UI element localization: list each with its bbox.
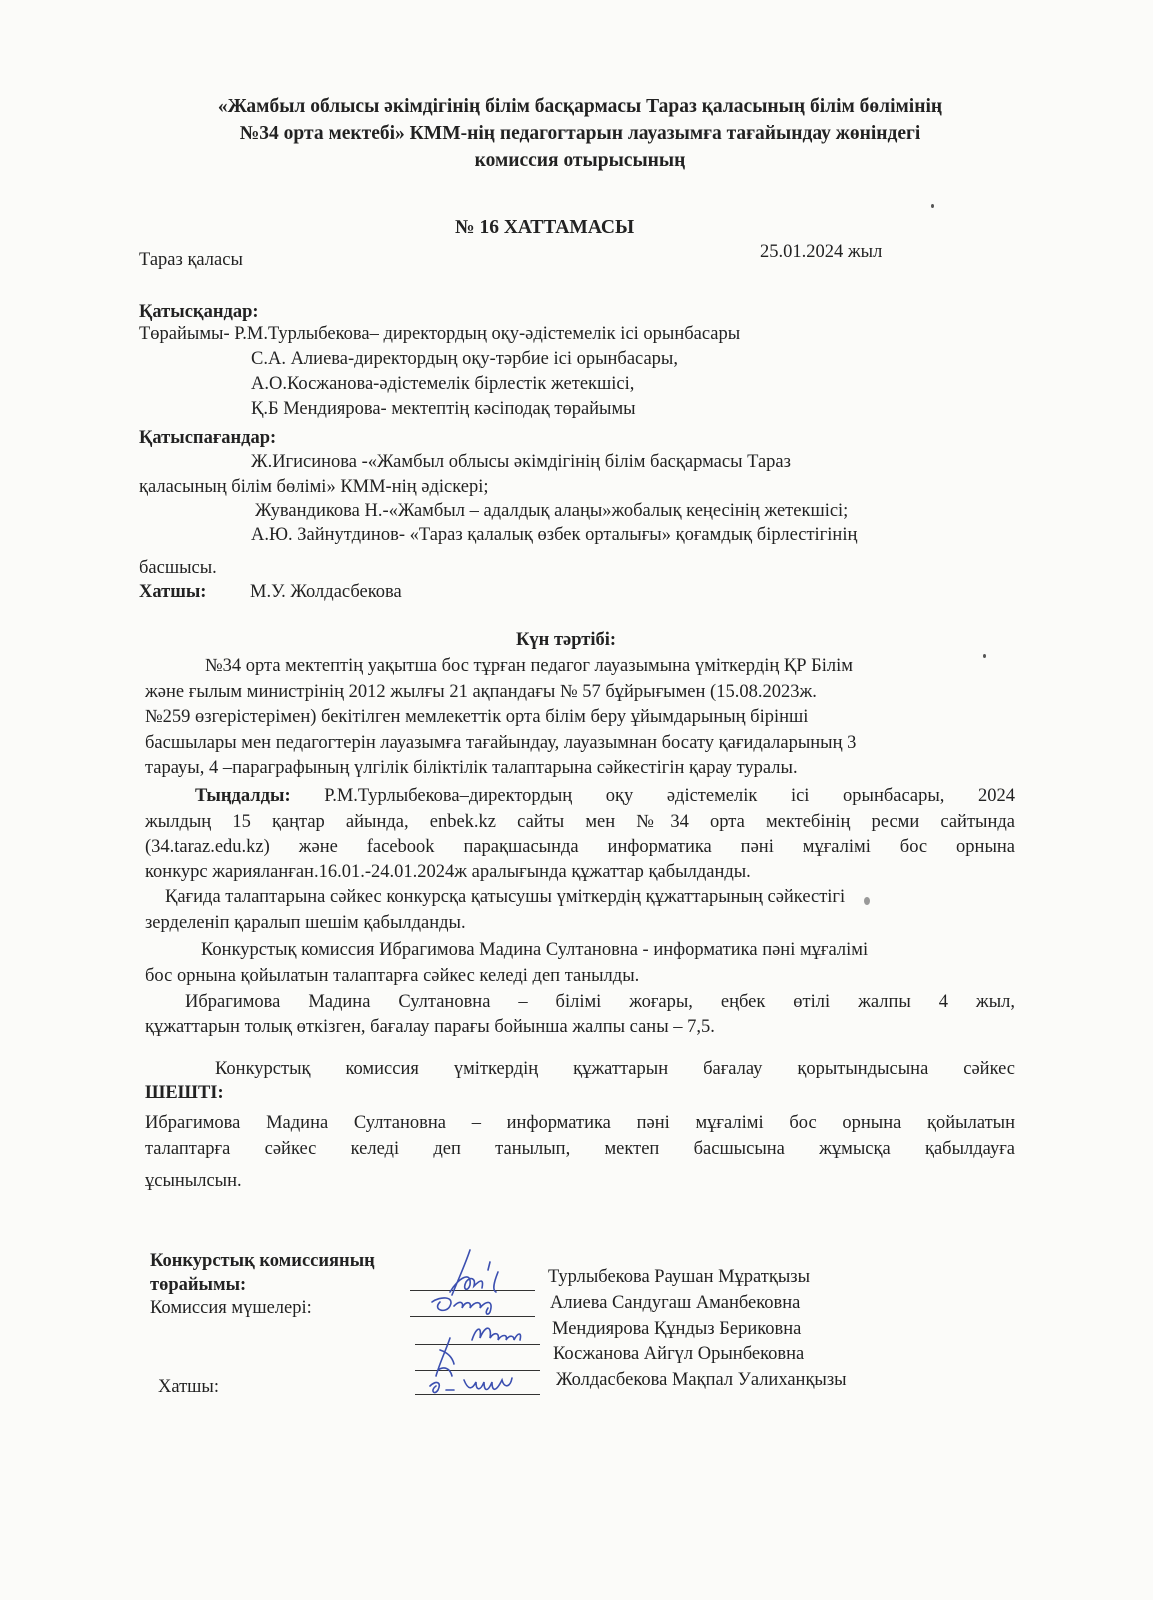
signatory-name: Алиева Сандугаш Аманбековна (550, 1293, 801, 1313)
body-p3-line: құжаттарын толық өткізген, бағалау парағы бойынша жалпы саны – 7,5. (145, 1017, 715, 1037)
heard-text: Р.М.Турлыбекова–директордың оқу әдістемелік ісі орынбасары, 2024 (324, 786, 1015, 806)
absent-line: А.Ю. Зайнутдинов- «Тараз қалалық өзбек орталығы» қоғамдық бірлестігінің (251, 525, 858, 545)
handwritten-signatures-icon (410, 1240, 560, 1410)
title-line: «Жамбыл облысы әкімдігінің білім басқармасы Тараз қаласының білім бөлімінің (217, 96, 943, 117)
agenda-title: Күн тәртібі: (516, 630, 617, 650)
absent-line: қаласының білім бөлімі» КММ-нің әдіскері; (139, 477, 489, 497)
attendee-member: С.А. Алиева-директордың оқу-тәрбие ісі орынбасары, (251, 349, 678, 369)
scan-speck (983, 654, 986, 658)
body-p2-line: бос орнына қойылатын талаптарға сәйкес келеді деп танылды. (145, 966, 640, 986)
signature-stroke-member1 (432, 1298, 491, 1314)
heard-line-first (195, 786, 1015, 807)
chair-label: Конкурстық комиссияның (150, 1251, 375, 1271)
members-label: Комиссия мүшелері: (150, 1298, 312, 1318)
attendee-member: Қ.Б Мендиярова- мектептің кәсіподақ төрайымы (251, 399, 636, 419)
decision-label: ШЕШТІ: (145, 1083, 224, 1103)
document-title (130, 93, 1030, 174)
heard-label: Тыңдалды: (195, 786, 291, 806)
body-p1-line: Қағида талаптарына сәйкес конкурсқа қатысушы үміткердің құжаттарының сәйкестігі (165, 887, 846, 907)
absent-line: Жувандикова Н.-«Жамбыл – адалдық алаңы»жобалық кеңесінің жетекшісі; (255, 501, 849, 521)
secretary-sign-label: Хатшы: (158, 1377, 219, 1397)
agenda-line: тарауы, 4 –параграфының үлгілік біліктілік талаптарына сәйкестігін қарау туралы. (145, 758, 798, 778)
agenda-line: №34 орта мектептің уақытша бос тұрған педагог лауазымына үміткердің ҚР Білім (205, 656, 853, 676)
decision-line: ұсынылсын. (145, 1171, 242, 1191)
signature-stroke-secretary (430, 1378, 512, 1393)
agenda-line: №259 өзгерістерімен) бекітілген мемлекеттік орта білім беру ұйымдарының бірінші (145, 707, 809, 727)
title-line: комиссия отырысының (474, 150, 686, 171)
secretary-name: М.У. Жолдасбекова (250, 582, 402, 602)
heard-line: жылдың 15 қаңтар айында, enbek.kz сайты мен №34 орта мектебінің ресми сайтында (145, 812, 1015, 832)
heard-line: конкурс жарияланған.16.01.-24.01.2024ж аралығында құжаттар қабылданды. (145, 862, 751, 882)
protocol-title: № 16 ХАТТАМАСЫ (455, 217, 635, 238)
signature-stroke-member2 (472, 1328, 521, 1340)
signature-stroke-chair (450, 1250, 498, 1295)
body-p1-line: зерделеніп қаралып шешім қабылданды. (145, 913, 466, 933)
attendee-chair: Төрайымы- Р.М.Турлыбекова– директордың оқу-әдістемелік ісі орынбасары (139, 324, 741, 344)
attendees-label: Қатысқандар: (139, 302, 259, 322)
signatory-name: Жолдасбекова Мақпал Уалиханқызы (556, 1370, 847, 1390)
title-line: №34 орта мектебі» КММ-нің педагогтарын лауазымға тағайындау жөніндегі (239, 123, 921, 144)
chair-label: төрайымы: (150, 1275, 247, 1295)
decision-line: талаптарға сәйкес келеді деп танылып, мектеп басшысына жұмысқа қабылдауға (145, 1139, 1015, 1159)
signatory-name: Мендиярова Құндыз Бериковна (552, 1319, 802, 1339)
scan-speck (864, 897, 870, 905)
body-p2-line: Конкурстық комиссия Ибрагимова Мадина Султановна - информатика пәні мұғалімі (201, 940, 869, 960)
secretary-label: Хатшы: (139, 582, 207, 602)
date: 25.01.2024 жыл (760, 242, 883, 262)
absent-line: Ж.Игисинова -«Жамбыл облысы әкімдігінің білім басқармасы Тараз (251, 452, 791, 472)
absent-label: Қатыспағандар: (139, 428, 277, 448)
attendee-member: А.О.Косжанова-әдістемелік бірлестік жетекшісі, (251, 374, 635, 394)
body-p4: Конкурстық комиссия үміткердің құжаттарын бағалау қорытындысына сәйкес (215, 1059, 1015, 1079)
signatory-name: Турлыбекова Раушан Мұратқызы (548, 1267, 811, 1287)
signature-stroke-member3 (436, 1338, 454, 1376)
heard-line: (34.taraz.edu.kz) және facebook парақшасында информатика пәні мұғалімі бос орнына (145, 837, 1015, 857)
city: Тараз қаласы (139, 250, 243, 270)
agenda-line: басшылары мен педагогтерін лауазымға тағайындау, лауазымнан босату қағидаларының 3 (145, 733, 857, 753)
absent-line: басшысы. (139, 558, 217, 578)
decision-line: Ибрагимова Мадина Султановна – информатика пәні мұғалімі бос орнына қойылатын (145, 1113, 1015, 1133)
agenda-line: және ғылым министрінің 2012 жылғы 21 ақпандағы № 57 бұйрығымен (15.08.2023ж. (145, 682, 817, 702)
body-p3-line: Ибрагимова Мадина Султановна – білімі жоғары, еңбек өтілі жалпы 4 жыл, (185, 992, 1015, 1012)
signatory-name: Косжанова Айгүл Орынбековна (553, 1344, 805, 1364)
scan-speck (931, 204, 934, 208)
